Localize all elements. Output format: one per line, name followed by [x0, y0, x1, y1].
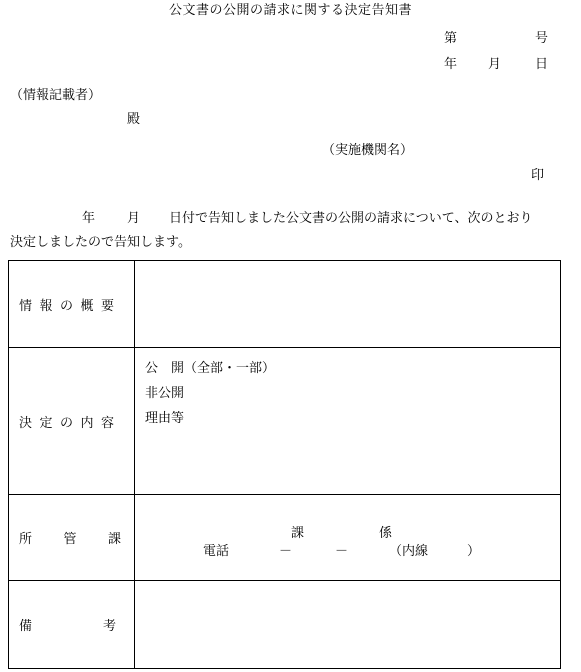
dept-ka-label: 課 — [291, 526, 305, 541]
row-info-summary — [9, 261, 561, 348]
label-char: 決 — [19, 415, 33, 431]
value-responsible-dept[interactable] — [135, 495, 561, 581]
label-char: 要 — [100, 298, 114, 314]
recipient-placeholder: （情報記載者） — [10, 88, 102, 103]
dept-kakari-label: 係 — [379, 526, 393, 541]
row-responsible-dept — [9, 495, 561, 581]
body-line-1 — [10, 211, 533, 227]
value-info-summary[interactable] — [135, 261, 561, 348]
label-char: の — [59, 415, 73, 431]
label-char: 考 — [102, 619, 116, 634]
value-remarks[interactable] — [135, 581, 561, 669]
label-char: の — [59, 298, 73, 314]
label-char: 所 — [19, 532, 33, 547]
number-prefix: 第 — [444, 31, 458, 46]
label-remarks — [9, 581, 135, 669]
label-char: 情 — [19, 298, 33, 314]
body-month-label: 月 — [127, 211, 141, 226]
date-month-label: 月 — [488, 57, 502, 72]
label-char: 管 — [63, 532, 77, 547]
honorific-dono: 殿 — [127, 112, 141, 127]
body-year-label: 年 — [82, 211, 96, 226]
number-suffix: 号 — [535, 31, 549, 46]
label-char: 内 — [80, 415, 94, 431]
option-reason: 理由等 — [145, 411, 185, 426]
phone-label: 電話 — [203, 544, 230, 559]
agency-placeholder: （実施機関名） — [322, 143, 414, 158]
decision-table — [8, 260, 561, 669]
document-title: 公文書の公開の請求に関する決定告知書 — [168, 3, 412, 18]
label-decision-content — [9, 348, 135, 495]
label-char: 報 — [39, 298, 53, 314]
value-decision-content[interactable] — [135, 348, 561, 495]
label-char: 課 — [107, 532, 121, 547]
seal-mark: 印 — [531, 168, 545, 183]
date-day-label: 日 — [535, 57, 549, 72]
label-char: 定 — [39, 415, 53, 431]
extension-label: （内線 ） — [389, 544, 481, 559]
option-nondisclose: 非公開 — [145, 386, 185, 401]
row-decision-content — [9, 348, 561, 495]
label-responsible-dept — [9, 495, 135, 581]
date-year-label: 年 — [444, 57, 458, 72]
phone-dash-1: － — [279, 544, 293, 559]
body-line-2: 決定しましたので告知します。 — [10, 235, 191, 250]
label-char: 容 — [100, 415, 114, 431]
option-disclose: 公 開（全部・一部） — [145, 361, 276, 376]
phone-dash-2: － — [335, 544, 349, 559]
label-char: 備 — [19, 619, 33, 634]
label-char: 概 — [80, 298, 94, 314]
row-remarks — [9, 581, 561, 669]
label-info-summary — [9, 261, 135, 348]
body-line-1-text: 日付で告知しました公文書の公開の請求について、次のとおり — [169, 211, 533, 226]
